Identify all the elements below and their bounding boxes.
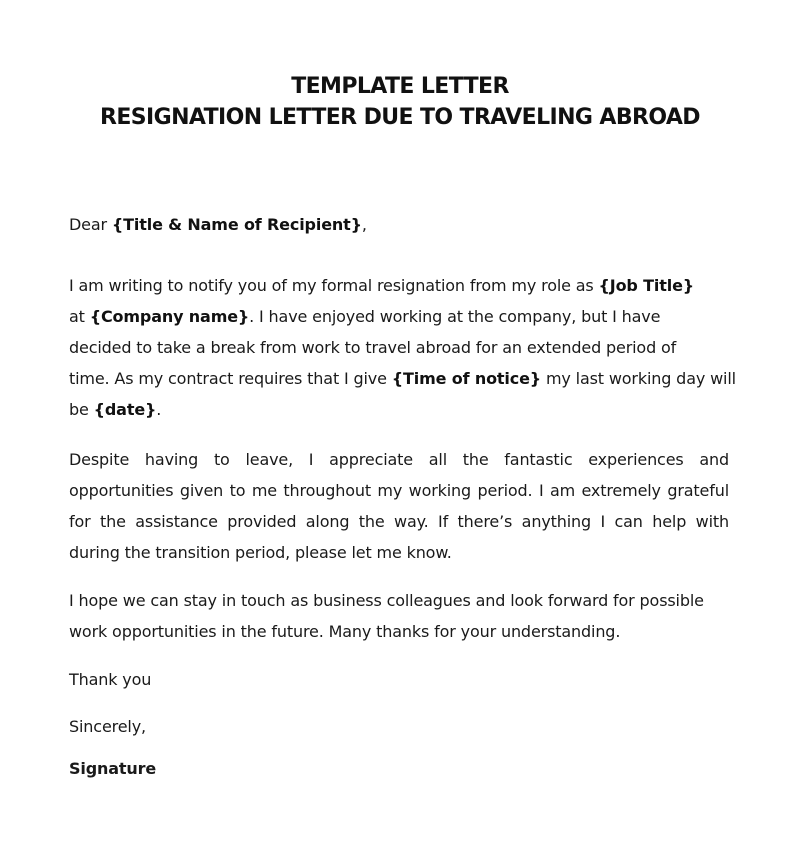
paragraph-line: Despite having to leave, I appreciate all the fantastic experiences and [69, 450, 729, 469]
recipient-placeholder: {Title & Name of Recipient} [111, 215, 362, 234]
signature-line: Signature [69, 759, 157, 778]
greeting [69, 209, 729, 240]
paragraph-text: time. As my contract requires that I give [69, 369, 392, 388]
company-name-placeholder: {Company name} [89, 307, 250, 326]
job-title-placeholder: {Job Title} [598, 276, 695, 295]
paragraph-line: during the transition period, please let me know. [69, 543, 452, 562]
paragraph-line: decided to take a break from work to travel abroad for an extended period of [69, 338, 677, 357]
document-subtitle: RESIGNATION LETTER DUE TO TRAVELING ABROAD [100, 105, 700, 130]
document-title: TEMPLATE LETTER [291, 74, 509, 99]
paragraph-resignation [69, 270, 736, 425]
paragraph-line: opportunities given to me throughout my working period. I am extremely grateful [69, 481, 729, 500]
paragraph-text: . [156, 400, 162, 419]
paragraph-text: I am writing to notify you of my formal resignation from my role as [69, 276, 599, 295]
paragraph-line [69, 270, 729, 301]
greeting-prefix: Dear [69, 215, 112, 234]
paragraph-line [69, 363, 736, 394]
paragraph-text: my last working day will [541, 369, 736, 388]
date-placeholder: {date} [93, 400, 157, 419]
paragraph-appreciation [69, 444, 729, 568]
paragraph-line [69, 394, 729, 425]
paragraph-line: for the assistance provided along the way. If there’s anything I can help with [69, 512, 729, 531]
time-of-notice-placeholder: {Time of notice} [391, 369, 542, 388]
thank-you-line: Thank you [69, 670, 152, 689]
paragraph-line [69, 301, 729, 332]
greeting-suffix: , [361, 215, 367, 234]
paragraph-text: be [69, 400, 94, 419]
paragraph-line: work opportunities in the future. Many thanks for your understanding. [69, 622, 621, 641]
paragraph-text: . I have enjoyed working at the company, but I have [249, 307, 661, 326]
paragraph-line: I hope we can stay in touch as business colleagues and look forward for possible [69, 591, 704, 610]
paragraph-keep-in-touch [69, 585, 729, 647]
closing-line: Sincerely, [69, 717, 146, 736]
paragraph-text: at [69, 307, 90, 326]
